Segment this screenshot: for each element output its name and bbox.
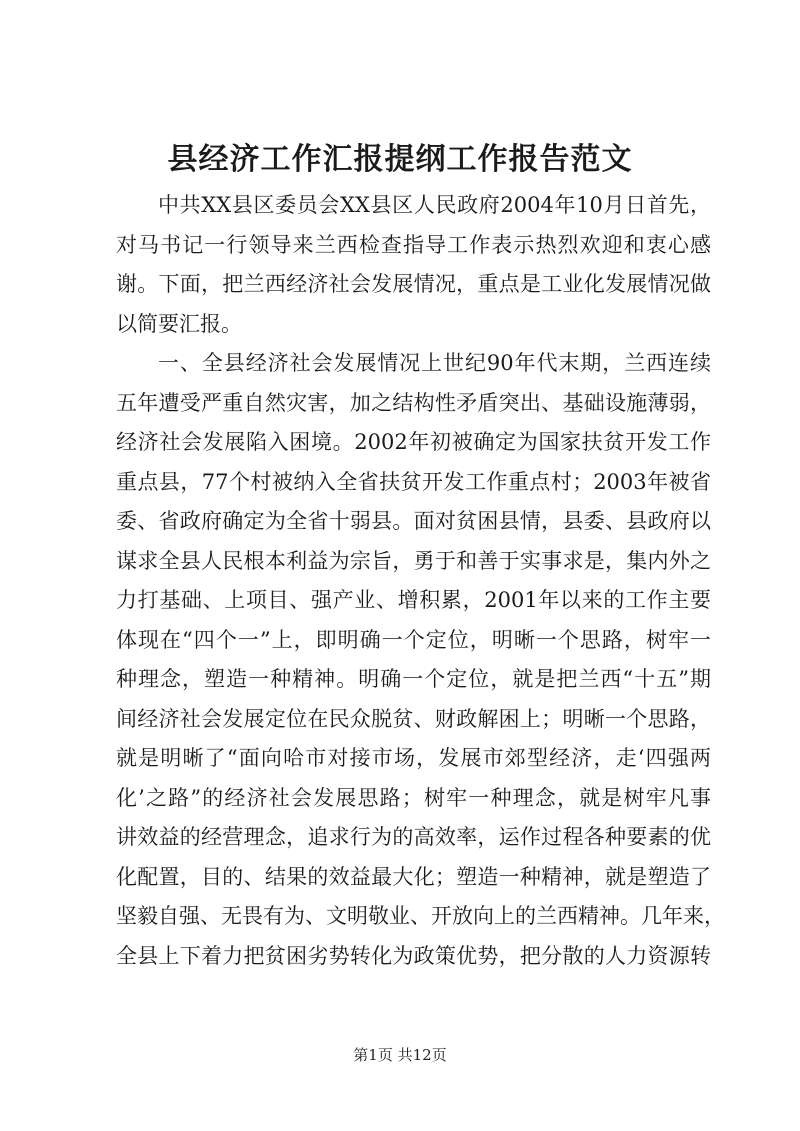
paragraph-2-line-8: 体现在“四个一”上，即明确一个定位，明晰一个思路，树牢一	[116, 627, 711, 652]
paragraph-2-line-13: 讲效益的经营理念，追求行为的高效率，运作过程各种要素的优	[116, 825, 711, 849]
document-body	[116, 186, 725, 976]
paragraph-2-line-7: 力打基础、上项目、强产业、增积累，2001年以来的工作主要	[116, 588, 711, 612]
paragraph-2-line-9: 种理念，塑造一种精神。明确一个定位，就是把兰西“十五”期	[116, 667, 711, 691]
document-title: 县经济工作汇报提纲工作报告范文	[167, 142, 633, 177]
paragraph-2-line-10: 间经济社会发展定位在民众脱贫、财政解困上；明晰一个思路，	[116, 706, 711, 731]
page-footer: 第1页 共12页	[353, 1046, 447, 1064]
paragraph-2-line-6: 谋求全县人民根本利益为宗旨，勇于和善于实事求是，集内外之	[116, 548, 711, 573]
paragraph-1-line-2: 对马书记一行领导来兰西检查指导工作表示热烈欢迎和衷心感	[116, 232, 711, 257]
paragraph-2-line-11: 就是明晰了“面向哈市对接市场，发展市郊型经济，走‘四强两	[116, 746, 711, 770]
paragraph-2-line-3: 经济社会发展陷入困境。2002年初被确定为国家扶贫开发工作	[116, 430, 711, 454]
paragraph-2-line-12: 化’之路”的经济社会发展思路；树牢一种理念，就是树牢凡事	[116, 785, 711, 810]
paragraph-1-line-3: 谢。下面，把兰西经济社会发展情况，重点是工业化发展情况做	[116, 272, 711, 296]
paragraph-2-line-2: 五年遭受严重自然灾害，加之结构性矛盾突出、基础设施薄弱，	[116, 390, 711, 415]
paragraph-2-line-1: 一、全县经济社会发展情况上世纪90年代末期，兰西连续	[158, 351, 711, 375]
paragraph-1-line-1: 中共XX县区委员会XX县区人民政府2004年10月日首先，	[158, 193, 711, 217]
paragraph-2-line-15: 坚毅自强、无畏有为、文明敬业、开放向上的兰西精神。几年来，	[116, 904, 725, 928]
paragraph-2-line-5: 委、省政府确定为全省十弱县。面对贫困县情，县委、县政府以	[116, 509, 711, 533]
paragraph-2-line-4: 重点县，77个村被纳入全省扶贫开发工作重点村；2003年被省	[116, 469, 711, 494]
paragraph-2-line-16: 全县上下着力把贫困劣势转化为政策优势，把分散的人力资源转	[116, 943, 711, 968]
paragraph-1-line-4: 以简要汇报。	[116, 311, 242, 336]
paragraph-2-line-14: 化配置，目的、结果的效益最大化；塑造一种精神，就是塑造了	[116, 864, 711, 889]
